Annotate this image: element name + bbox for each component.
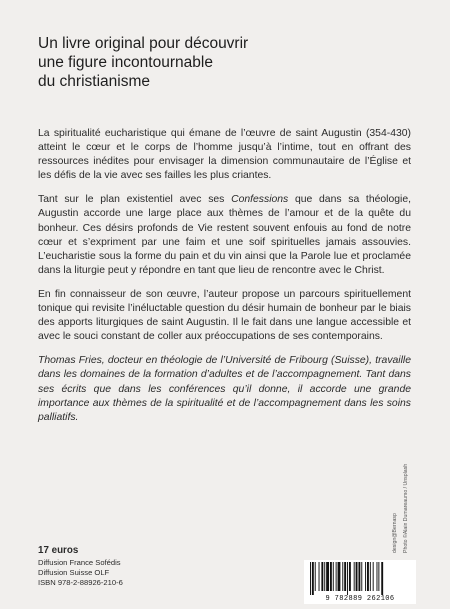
headline-line-3: du christianisme [38,73,150,90]
distribution-suisse: Diffusion Suisse OLF [38,568,110,578]
design-credit: design@Bernasp [392,513,398,553]
headline-line-2: une figure incontournable [38,54,213,71]
headline-line-1: Un livre original pour découvrir [38,35,249,52]
author-bio: Thomas Fries, docteur en théologie de l’Université de Fribourg (Suisse), travaille dans les domaines de la formation d’adultes et de l’accompagnement. Tant dans ses écrits que dans les conférences qu’il donne, il accorde une grande importance aux thèmes de la spiritualité et de l’accompagnement dans les soins palliatifs. [38,355,411,423]
barcode [304,560,416,604]
cover-headline [38,34,338,91]
blurb-paragraph-3: En fin connaisseur de son œuvre, l’auteur propose un parcours spirituellement tonique qui revisite l’inéluctable question du désir humain de bonheur par le biais des apports liturgiques de saint Augustin. Il le fait dans une langue accessible et avec le souci constant de coller aux préoccupations de ses contemporains. [38,288,411,343]
blurb [38,127,411,435]
blurb-paragraph-1: La spiritualité eucharistique qui émane de l’œuvre de saint Augustin (354-430) atteint le cœur et le corps de l’homme jusqu’à l’intime, tout en offrant des ressources inédites pour envisager la dimension communautaire de l’Église et les défis de la vie avec ses failles les plus criantes. [38,128,411,182]
barcode-number: 9 782889 262106 [325,595,395,603]
photo-credit: Photo ©Alain Dumareaumo / Unsplash [403,463,409,553]
barcode-bars-icon [308,560,412,595]
isbn: ISBN 978-2-88926-210-6 [38,578,123,588]
distribution-france: Diffusion France Sofédis [38,558,121,567]
blurb-paragraph-2: Tant sur le plan existentiel avec ses Confessions que dans sa théologie, Augustin accorde une large place aux thèmes de l’amour et de la quête du bonheur. Ces désirs profonds de Vie restent souvent enfouis au fond de notre cœur et s’expriment par une faim et une soif spirituelles jamais assouvies. L’eucharistie sous la forme du pain et du vin ainsi que la Parole lue et proclamée dans la liturgie peut y répondre en tant que lieu de rencontre avec le Christ. [38,194,411,276]
distribution-info [38,545,238,589]
price: 17 euros [38,545,79,556]
